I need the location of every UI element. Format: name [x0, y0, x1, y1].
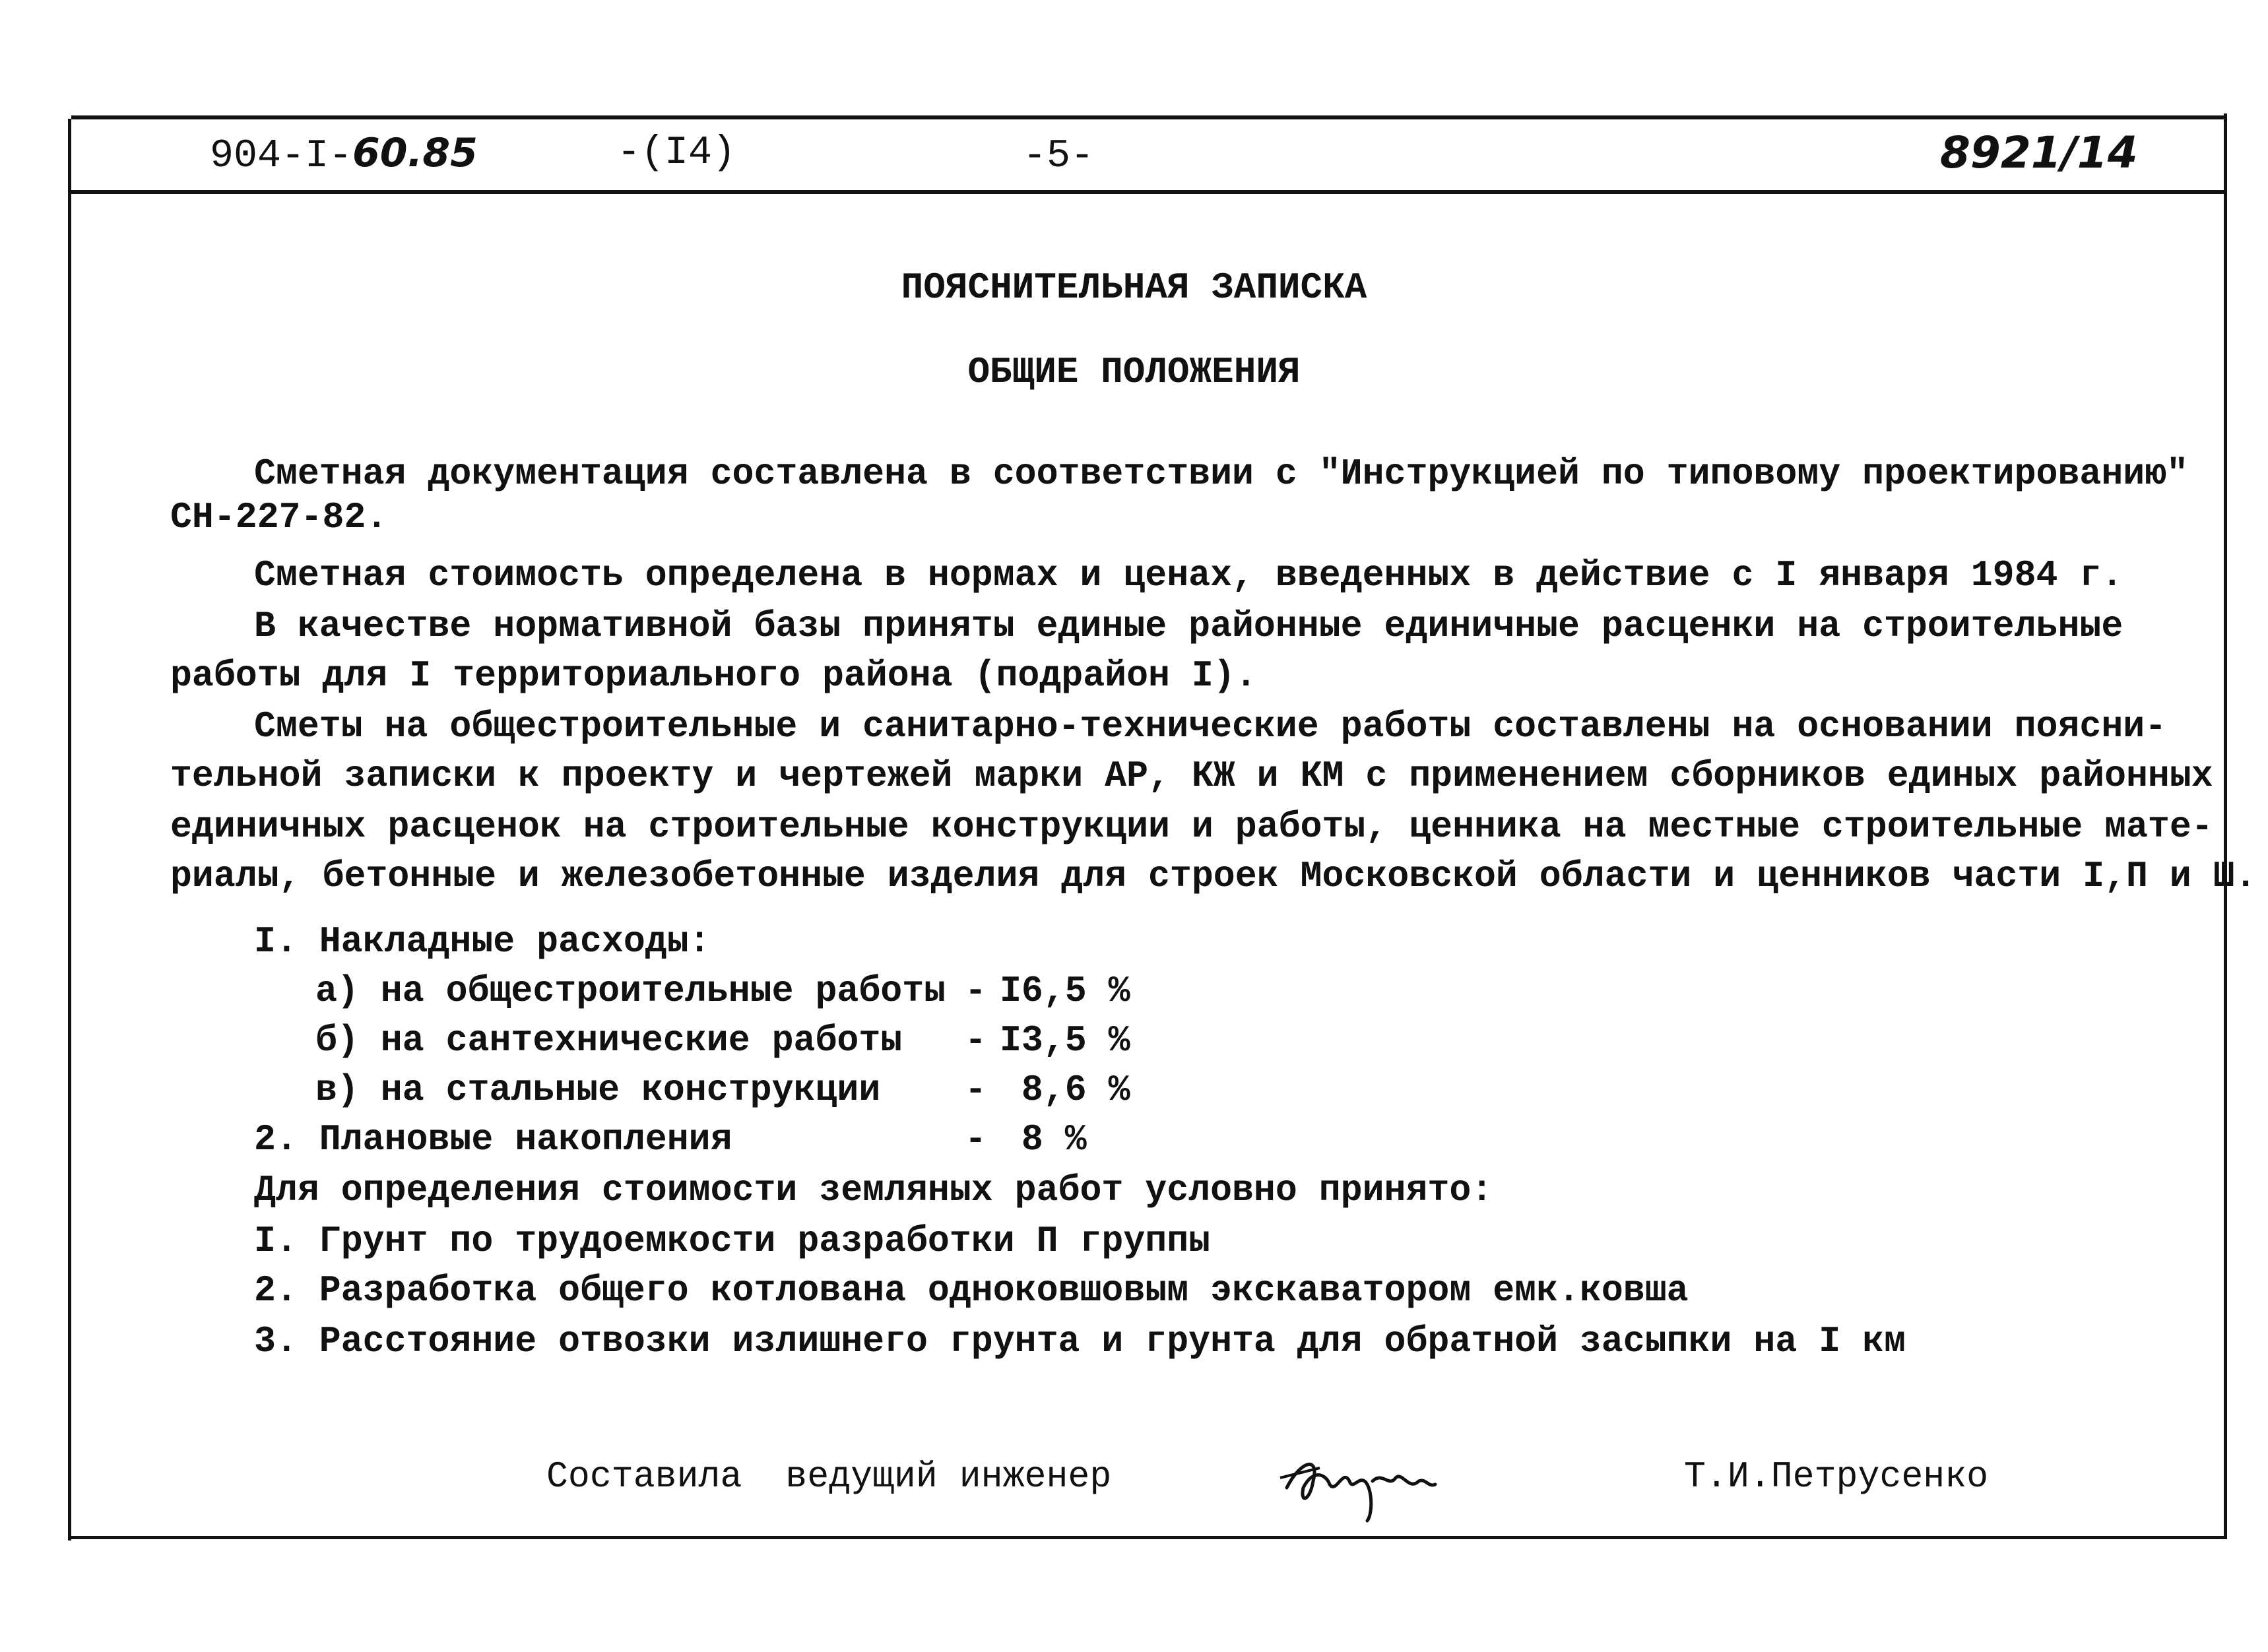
- overhead-heading: I. Накладные расходы:: [254, 920, 711, 963]
- rate-dash: -: [965, 970, 987, 1012]
- rate-label: б) на сантехнические работы: [315, 1019, 903, 1062]
- earthworks-item: 2. Разработка общего котлована одноковшовым экскаватором емк.ковша: [254, 1269, 1689, 1312]
- handwritten-signature: [1274, 1442, 1445, 1527]
- rate-dash: -: [965, 1019, 987, 1062]
- top-border: [71, 115, 2227, 119]
- section-subtitle: ОБЩИЕ ПОЛОЖЕНИЯ: [967, 351, 1301, 393]
- signoff-role: Составила ведущий инженер: [546, 1455, 1112, 1498]
- rate-dash: -: [965, 1069, 987, 1111]
- header-divider: [71, 190, 2227, 194]
- earthworks-item: 3. Расстояние отвозки излишнего грунта и грунта для обратной засыпки на I км: [254, 1320, 1906, 1362]
- left-border: [68, 119, 71, 1541]
- page-number: -5-: [1023, 134, 1095, 179]
- paragraph-line: Сметная документация составлена в соответствии с "Инструкцией по типовому проектированию": [254, 453, 2189, 495]
- paragraph-line: Сметы на общестроительные и санитарно-технические работы составлены на основании поясни-: [254, 705, 2167, 747]
- paragraph-line: риалы, бетонные и железобетонные изделия для строек Московской области и ценников части I,П и Ш.: [170, 855, 2257, 897]
- rate-value: I3,5 %: [1000, 1019, 1130, 1062]
- paragraph-line: тельной записки к проекту и чертежей марки АР, КЖ и КМ с применением сборников единых районных: [170, 755, 2213, 797]
- right-border: [2224, 113, 2227, 1539]
- rate-value: 8 %: [1000, 1118, 1087, 1160]
- earthworks-heading: Для определения стоимости земляных работ условно принято:: [254, 1169, 1493, 1211]
- rate-label: 2. Плановые накопления: [254, 1118, 732, 1160]
- doc-code-printed: 904-I-: [210, 134, 353, 179]
- doc-code: [210, 132, 478, 177]
- inventory-number: 8921/14: [1940, 127, 2138, 178]
- paragraph-line: В качестве нормативной базы приняты единые районные единичные расценки на строительные: [254, 605, 2123, 647]
- paragraph-line: единичных расценок на строительные конструкции и работы, ценника на местные строительные мате-: [170, 806, 2213, 848]
- sheet-ref: -(I4): [617, 131, 736, 175]
- bottom-border: [71, 1536, 2227, 1539]
- rate-value: I6,5 %: [1000, 970, 1130, 1012]
- rate-value: 8,6 %: [1000, 1069, 1130, 1111]
- rate-dash: -: [965, 1118, 987, 1160]
- paragraph-line: СН-227-82.: [170, 496, 388, 538]
- paragraph-line: работы для I территориального района (подрайон I).: [170, 654, 1257, 697]
- paragraph-line: Сметная стоимость определена в нормах и ценах, введенных в действие с I января 1984 г.: [254, 554, 2123, 596]
- signoff-name: Т.И.Петрусенко: [1684, 1455, 1989, 1498]
- doc-code-handwritten: 60.85: [352, 130, 478, 176]
- document-title: ПОЯСНИТЕЛЬНАЯ ЗАПИСКА: [901, 267, 1367, 309]
- rate-label: а) на общестроительные работы: [315, 970, 946, 1012]
- earthworks-item: I. Грунт по трудоемкости разработки П группы: [254, 1220, 1211, 1262]
- rate-label: в) на стальные конструкции: [315, 1069, 881, 1111]
